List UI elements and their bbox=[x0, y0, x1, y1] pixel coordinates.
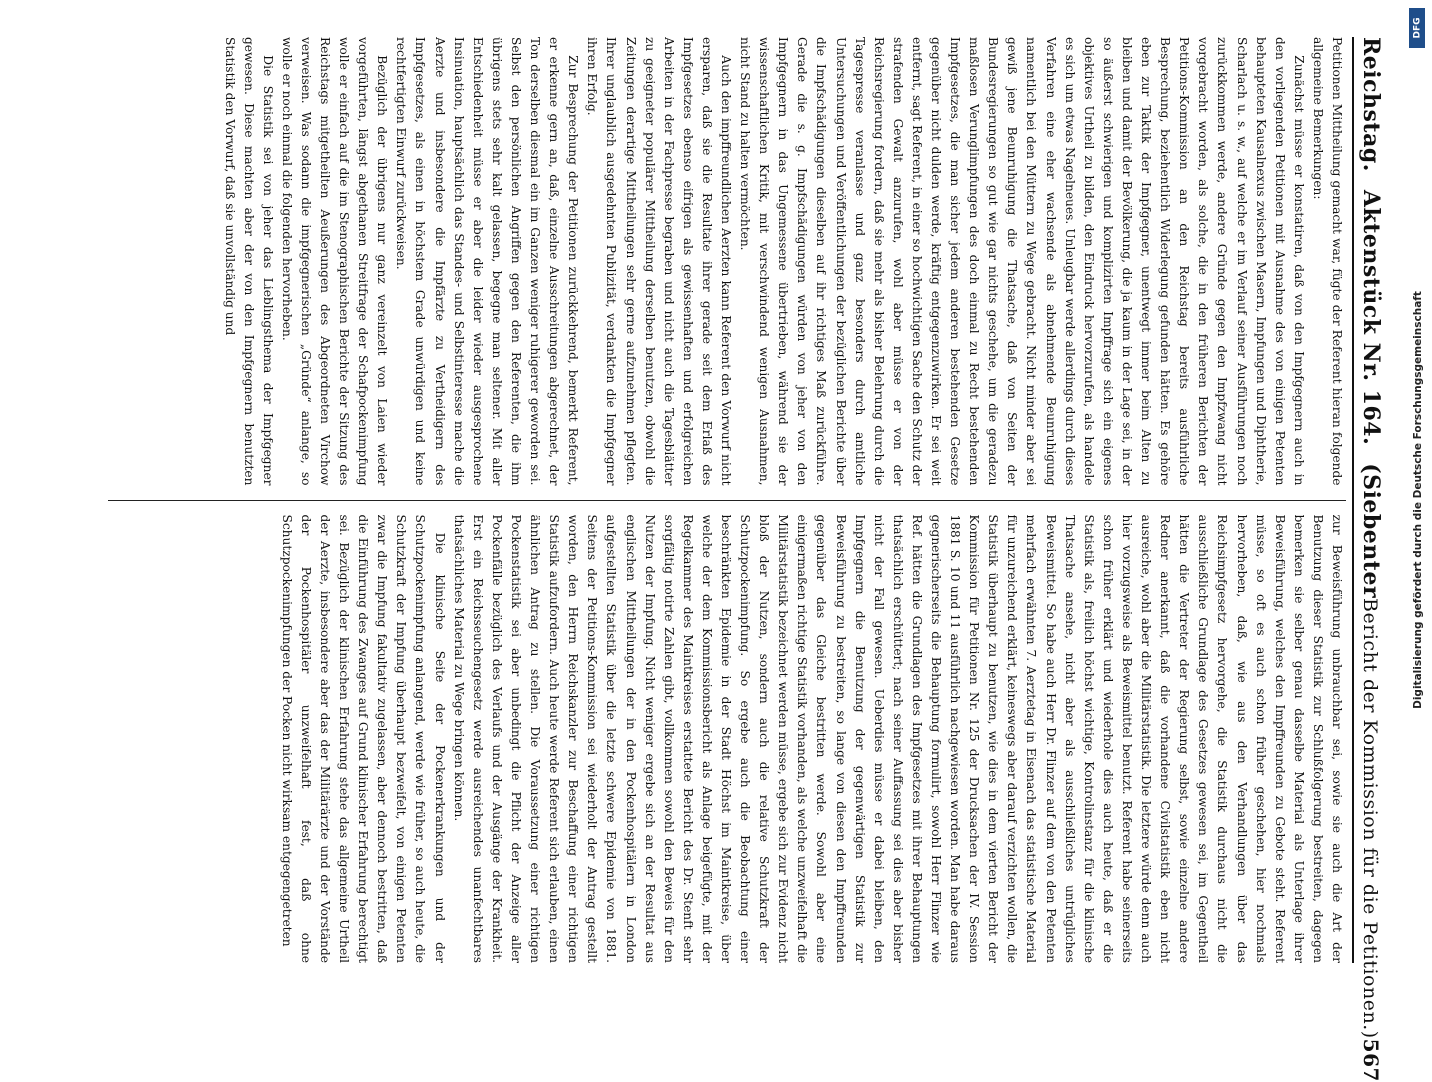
paragraph: Die Statistik sei von jeher das Lieblingsthema der Impfgegner gewesen. Diese machten aber der von den Impfgegnern benutzten Statistik den Vorwurf, daß sie unvollständig und bbox=[222, 37, 275, 486]
column-divider bbox=[108, 500, 1346, 501]
header-bericht: Bericht der Kommission für die Petitionen.) bbox=[1359, 598, 1381, 1039]
dfg-logo-icon: DFG bbox=[1409, 8, 1425, 48]
paragraph: Zunächst müsse er konstatiren, daß von den Impfgegnern auch in den vorliegenden Petitionen mit Ausnahme des von einigen Petenten behaupteten Kausalnexus zwischen Masern, Impfungen und Diphtherie, Scharlach u. s. w., auf welche er im Verlauf seiner Ausführungen noch zurückkommen werde, andere Gründe gegen den Impfzwang nicht vorgebracht worden, als solche, die in den früheren Berichten der Petitions-Kommission an den Reichstag bereits ausführliche Besprechung, beziehentlich Widerlegung gefunden hätten. Es gehöre eben zur Taktik der Impfgegner, unentwegt immer beim Alten zu bleiben und damit der Bevölkerung, die ja kaum in der Lage sei, in der so äußerst schwierigen und komplizirten Impffrage sich ein eigenes objektives Urtheil zu bilden, den Eindruck hervorzurufen, als handele es sich um etwas Nagelneues. Unleugbar werde allerdings durch dieses Verfahren eine eher wachsende als abnehmende Beunruhigung namentlich bei den Müttern zu Wege gebracht. Nicht minder aber sei gewiß jene Beunruhigung die Thatsache, daß von Seiten der Bundesregierungen so gut wie gar nichts geschehe, um die geradezu maßlosen Verunglimpfungen des doch einmal zu Recht bestehenden Impfgesetzes, die man sicher jedem anderen bestehenden Gesetze gegenüber nicht dulden werde, kräftig entgegenzuwirken. Er sei weit entfernt, sagt Referent, in einer so hochwichtigen Sache den Schutz der strafenden Gewalt anzurufen, wohl aber müsse er von der Reichsregierung fordern, daß sie mehr als bisher Belehrung durch die Tagespresse veranlasse und ganz besonders durch amtliche Untersuchungen und Veröffentlichungen der bezüglichen Berichte über die Impfschädigungen dieselben auf ihr richtiges Maß zurückführe. Gerade die s. g. Impfschädigungen würden von jeher von den Impfgegnern in das Ungemessene übertrieben, während sie der wissenschaftlichen Kritik, mit verschwindend wenigen Ausnahmen, nicht Stand zu halten vermöchten. bbox=[738, 37, 1306, 486]
digitization-credit bbox=[1408, 0, 1428, 1000]
running-head bbox=[1352, 37, 1384, 1082]
header-reichstag: Reichstag. bbox=[1358, 37, 1384, 172]
header-paren: (Siebenter bbox=[1358, 463, 1384, 599]
paragraph: Die klinische Seite der Pockenerkrankungen und der Schutzpockenimpfung anlangend, werde wie früher, so auch heute, die Schutzkraft der Impfung überhaupt bezweifelt, von einigen Petenten zwar die Impfung fakultativ zugelassen, aber dennoch bestritten, daß die Einführung des Zwanges auf Grund klinischer Erfahrung berechtigt sei. Bezüglich der klinischen Erfahrung stehe das allgemeine Urtheil der Aerzte, insbesondere aber das der Militärärzte und der Vorstände der Pockenhospitäler unzweifelhaft fest, daß ohne Schutzpockenimpfungen der Pocken nicht wirksam entgegengetreten bbox=[279, 514, 447, 963]
paragraph: Petitionen Mittheilung gemacht war, fügte der Referent hieran folgende allgemeine Bemerkungen: bbox=[1310, 37, 1344, 486]
paragraph: Bezüglich der übrigens nur ganz vereinzelt von Laien wieder vorgeführten, längst abgethanen Streitfrage der Schafpockenimpfung wolle er einfach auf die im Stenographischen Berichte der Sitzung des Reichstags mitgetheilten Aeußerungen des Abgeordneten Virchow verweisen. Was sodann die impfgegnerischen „Gründe“ anlange, so wolle er noch einmal die folgenden hervorheben. bbox=[279, 37, 390, 486]
text-columns bbox=[108, 37, 1346, 963]
paragraph: Auch den impffreundlichen Aerzten kann Referent den Vorwurf nicht ersparen, daß sie die Resultate ihrer gerade seit dem Erlaß des Impfgesetzes ebenso eifrigen als gewissenhaften und erfolgreichen Arbeiten in der Fachpresse begraben und nicht auch die Tagesblätter zu geeigneter populärer Mittheilung derselben benutzen, obwohl die Zeitungen derartige Mittheilungen sehr gerne aufzunehmen pflegten. Ihrer unglaublich ausgedehnten Publizität, verdankten die Impfgegner ihren Erfolg. bbox=[585, 37, 733, 486]
page-number: 567 bbox=[1359, 1038, 1383, 1082]
column-left bbox=[108, 37, 1346, 486]
column-right bbox=[108, 515, 1346, 964]
scanned-page bbox=[30, 15, 1402, 1082]
credit-text: Digitalisierung gefördert durch die Deutsche Forschungsgemeinschaft bbox=[1412, 291, 1424, 709]
paragraph: Zur Besprechung der Petitionen zurückkehrend, bemerkt Referent, er erkenne gern an, daß, einzelne Ausschreitungen abgerechnet, der Ton derselben diesmal ein im Ganzen weniger ruhigerer geworden sei. Selbst den persönlichen Angriffen gegen den Referenten, die ihm übrigens stets sehr kalt gelassen, begegne man seltener. Mit aller Entschiedenheit müsse er aber die leider wieder ausgesprochene Insinuation, hauptsächlich das Standes- und Selbstinteresse mache die Aerzte und insbesondere die Impfärzte zu Vertheidigern des Impfgesetzes, als einen in höchstem Grade unwürdigen und keine rechtfertigten Einwurf zurückweisen. bbox=[394, 37, 581, 486]
paragraph: zur Beweisführung unbrauchbar sei, sowie sie auch die Art der Benutzung dieser Statistik zur Schlußfolgerung bestreiten, dagegen bemerken sie selber genau dasselbe Material als Unterlage ihrer Beweisführung, welches den Impffreunden zu Gebote steht. Referent müsse, so oft es auch schon früher geschehen, hier nochmals hervorheben, daß, wie aus den Verhandlungen über das Reichsimpfgesetz hervorgehe, die Statistik durchaus nicht die ausschließliche Grundlage des Gesetzes gewesen sei, im Gegentheil hätten die Vertreter der Regierung selbst, sowie einzelne andere Redner anerkannt, daß die vorhandene Civilstatistik eben nicht ausreiche, wohl aber die Militärstatistik. Die letztere würde denn auch hier vorzugsweise als Beweismittel benutzt. Referent habe seinerseits schon früher erklärt und wiederhole dies auch heute, daß er die Statistik als, freilich höchst wichtige, Kontrolinstanz für die klinische Thatsache ansehe, nicht aber als ausschließliches untrügliches Beweismittel. So habe auch Herr Dr. Flinzer auf dem von den Petenten mehrfach erwähnten 7. Aerztetag in Eisenach das statistische Material für unzureichend erklärt, keineswegs aber darauf verzichten wollen, die Statistik überhaupt zu benutzen, wie dies in dem vierten Bericht der Kommission für Petitionen Nr. 125 der Drucksachen der IV. Session 1881 S. 10 und 11 ausführlich nachgewiesen worden. Man habe daraus gegnerischerseits die Behauptung formulirt, sowohl Herr Flinzer wie Ref. hätten die Grundlagen des Impfgesetzes mit ihrer Behauptungen thatsächlich erschüttert; nach seiner Auffassung sei dies aber bisher nicht der Fall gewesen. Ueberdies müsse er dabei bleiben, den Impfgegnern die Benutzung der gegenwärtigen Statistik zur Beweisführung zu bestreiten, so lange von diesen den Impffreunden gegenüber das Gleiche bestritten werde. Sowohl aber eine einigermaßen richtige Statistik vorhanden, als welche unzweifelhaft die Militärstatistik bezeichnet werden müsse, ergebe sich zur Evidenz nicht bloß der Nutzen, sondern auch die relative Schutzkraft der Schutzpockenimpfung. So ergebe auch die Beobachtung einer beschränkten Epidemie in der Stadt Höchst im Maintkreise, über welche der dem Kommissionsbericht als Anlage beigefügte, mit der Regelkammer des Maintkreises erstattete Bericht des Dr. Stenft sehr sorgfältig notirte Zahlen gibt, vollkommen sowohl den Beweis für den Nutzen der Impfung. Nicht weniger ergebe sich an der Resultat aus englischen Mittheilungen der in den Pockenhospitälern in London aufgestellten Statistik über die letzte schwere Epidemie von 1881. Seitens der Petitions-Kommission sei wiederholt der Antrag gestellt worden, den Herrn Reichskanzler zur Beschaffung einer richtigen Statistik aufzufordern. Auch heute werde Referent sich erlauben, einen ähnlichen Antrag zu stellen. Die Voraussetzung einer richtigen Pockenstatistik sei aber unbedingt die Pflicht der Anzeige aller Pockenfälle bezüglich des Verlaufs und der Ausgänge der Krankheit. Erst ein Reichsseuchengesetz werde ausreichendes unanfechtbares thatsächliches Material zu Wege bringen können. bbox=[451, 514, 1344, 963]
header-aktenstueck: Aktenstück Nr. 164. bbox=[1358, 189, 1384, 446]
